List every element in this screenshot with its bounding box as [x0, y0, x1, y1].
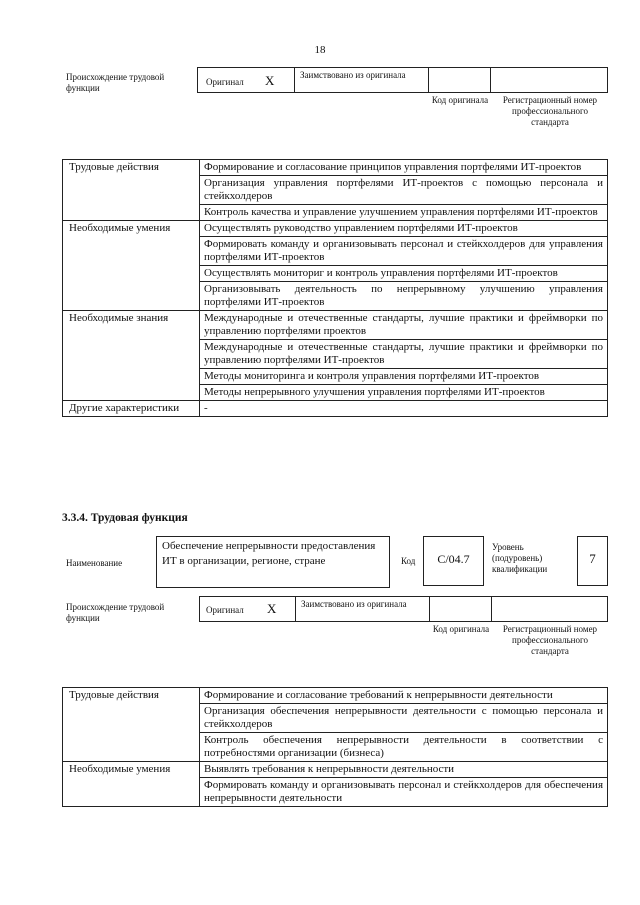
- group-label: Трудовые действия: [63, 688, 200, 762]
- table-cell: Контроль обеспечения непрерывности деятельности в соответствии с потребностями организации (бизнеса): [200, 733, 608, 762]
- table-row: [63, 311, 608, 340]
- table-cell: Осуществлять мониториг и контроль управления портфелями ИТ-проектов: [200, 266, 608, 282]
- table-cell: -: [200, 401, 608, 417]
- code-original-caption: Код оригинала: [431, 95, 489, 105]
- original-mark-2: X: [267, 601, 277, 616]
- table-cell: Контроль качества и управление улучшением управления портфелями ИТ-проектов: [200, 205, 608, 221]
- table-cell: Организация обеспечения непрерывности деятельности с помощью персонала и стейкхолдеров: [200, 704, 608, 733]
- table-cell: Организовывать деятельность по непрерывному улучшению управления портфелями ИТ-проектов: [200, 282, 608, 311]
- table-row: [63, 160, 608, 176]
- name-label: Наименование: [66, 558, 123, 568]
- code-original-caption-2: Код оригинала: [432, 624, 490, 634]
- origin-label: Происхождение трудовой функции: [66, 72, 165, 93]
- table-row: [63, 221, 608, 237]
- table-cell: Формирование и согласование требований к непрерывности деятельности: [200, 688, 608, 704]
- level-value: 7: [589, 551, 596, 566]
- group-label: Трудовые действия: [63, 160, 200, 221]
- group-label: Необходимые умения: [63, 762, 200, 807]
- table-cell: Организация управления портфелями ИТ-проектов с помощью персонала и стейкхолдеров: [200, 176, 608, 205]
- labor-function-table-1: [62, 159, 608, 417]
- table-cell: Формировать команду и организовывать персонал и стейкхолдеров для управления портфелями ИТ-проектов: [200, 237, 608, 266]
- origin-label-2: Происхождение трудовой функции: [66, 602, 165, 623]
- table-cell: Осуществлять руководство управлением портфелями ИТ-проектов: [200, 221, 608, 237]
- reg-number-caption-2: Регистрационный номер профессионального стандарта: [502, 624, 598, 656]
- group-label: Другие характеристики: [63, 401, 200, 417]
- borrowed-option-2: Заимствовано из оригинала: [301, 599, 407, 609]
- table-row: [63, 688, 608, 704]
- original-option-2: Оригинал: [206, 605, 244, 615]
- table-cell: Международные и отечественные стандарты, лучшие практики и фреймворки по управлению портфелями ИТ-проектов: [200, 340, 608, 369]
- table-cell: Методы мониторинга и контроля управления портфелями ИТ-проектов: [200, 369, 608, 385]
- labor-function-table-2: [62, 687, 608, 807]
- table-cell: Формирование и согласование принципов управления портфелями ИТ-проектов: [200, 160, 608, 176]
- page-number: 18: [314, 44, 326, 56]
- table-row: [63, 401, 608, 417]
- code-label: Код: [401, 556, 416, 566]
- borrowed-option: Заимствовано из оригинала: [300, 70, 406, 80]
- code-value: C/04.7: [437, 552, 470, 566]
- section-heading: 3.3.4. Трудовая функция: [62, 512, 188, 524]
- original-mark: X: [265, 73, 275, 88]
- table-cell: Формировать команду и организовывать персонал и стейкхолдеров для обеспечения непрерывности деятельности: [200, 778, 608, 807]
- group-label: Необходимые знания: [63, 311, 200, 401]
- level-label: Уровень (подуровень) квалификации: [492, 542, 548, 574]
- table-cell: Международные и отечественные стандарты, лучшие практики и фреймворки по управлению портфелями проектов: [200, 311, 608, 340]
- function-name: Обеспечение непрерывности предоставления ИТ в организации, регионе, стране: [162, 540, 376, 567]
- reg-number-caption: Регистрационный номер профессионального стандарта: [502, 95, 598, 127]
- table-cell: Выявлять требования к непрерывности деятельности: [200, 762, 608, 778]
- table-cell: Методы непрерывного улучшения управления портфелями ИТ-проектов: [200, 385, 608, 401]
- table-row: [63, 762, 608, 778]
- original-option: Оригинал: [206, 77, 244, 87]
- group-label: Необходимые умения: [63, 221, 200, 311]
